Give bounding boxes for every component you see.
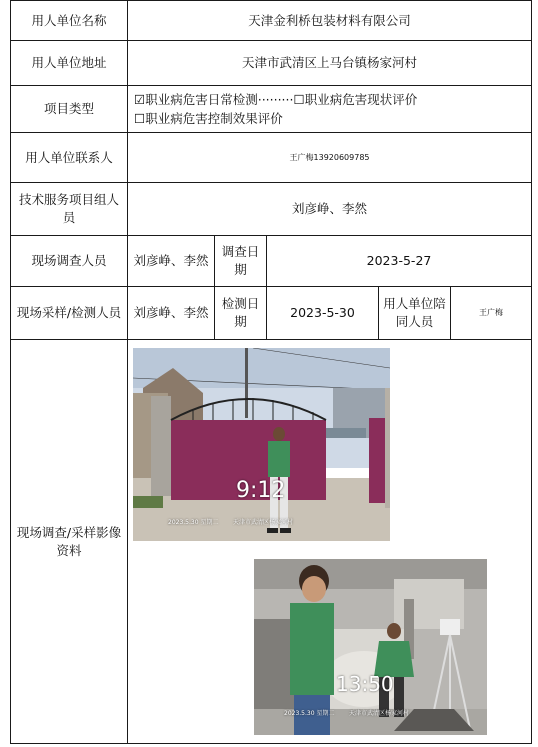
row-images xyxy=(11,340,532,744)
photo-1-date: 2023.5.30 星期二 xyxy=(168,519,219,526)
dotted-leader: ········· xyxy=(257,92,294,107)
label-tech-group: 技术服务项目组人员 xyxy=(11,183,128,236)
label-test-date: 检测日期 xyxy=(215,287,267,340)
photo-1-location: 天津市武清区杨家河村 xyxy=(233,519,294,526)
site-photo-sampling xyxy=(254,559,487,735)
value-test-date: 2023-5-30 xyxy=(267,287,379,340)
label-unit-address: 用人单位地址 xyxy=(11,41,128,86)
value-unit-address: 天津市武清区上马台镇杨家河村 xyxy=(128,41,532,86)
photo-1-time: 9:12 xyxy=(236,478,286,503)
project-type-line-1 xyxy=(134,90,527,109)
label-images: 现场调查/采样影像资料 xyxy=(11,340,128,744)
site-photo-gate xyxy=(133,348,390,541)
option-control-evaluation: ☐职业病危害控制效果评价 xyxy=(134,111,283,126)
photo-2-time: 13:50 xyxy=(336,672,394,696)
row-tech-group xyxy=(11,183,532,236)
option-status-evaluation: ☐职业病危害现状评价 xyxy=(293,92,418,107)
label-survey-date: 调查日期 xyxy=(215,236,267,287)
label-sampling-staff: 现场采样/检测人员 xyxy=(11,287,128,340)
option-daily-testing: ☑职业病危害日常检测 xyxy=(134,92,258,107)
row-survey xyxy=(11,236,532,287)
label-escort: 用人单位陪同人员 xyxy=(379,287,451,340)
row-contact xyxy=(11,133,532,183)
value-survey-date: 2023-5-27 xyxy=(267,236,532,287)
value-unit-name: 天津金利桥包装材料有限公司 xyxy=(128,1,532,41)
photo-2-location: 天津市武清区杨家河村 xyxy=(349,710,410,717)
value-survey-staff: 刘彦峥、李然 xyxy=(128,236,215,287)
value-sampling-staff: 刘彦峥、李然 xyxy=(128,287,215,340)
photo-2-date: 2023.5.30 星期二 xyxy=(284,710,335,717)
label-project-type: 项目类型 xyxy=(11,86,128,133)
label-survey-staff: 现场调查人员 xyxy=(11,236,128,287)
value-tech-group: 刘彦峥、李然 xyxy=(128,183,532,236)
label-unit-name: 用人单位名称 xyxy=(11,1,128,41)
info-table xyxy=(10,0,532,744)
value-contact: 王广梅13920609785 xyxy=(128,133,532,183)
row-project-type xyxy=(11,86,532,133)
gate-scene-image xyxy=(133,348,390,541)
row-sampling xyxy=(11,287,532,340)
row-unit-name xyxy=(11,1,532,41)
label-contact: 用人单位联系人 xyxy=(11,133,128,183)
value-project-type xyxy=(128,86,532,133)
value-escort: 王广梅 xyxy=(451,287,532,340)
row-unit-address xyxy=(11,41,532,86)
images-cell xyxy=(128,340,532,744)
